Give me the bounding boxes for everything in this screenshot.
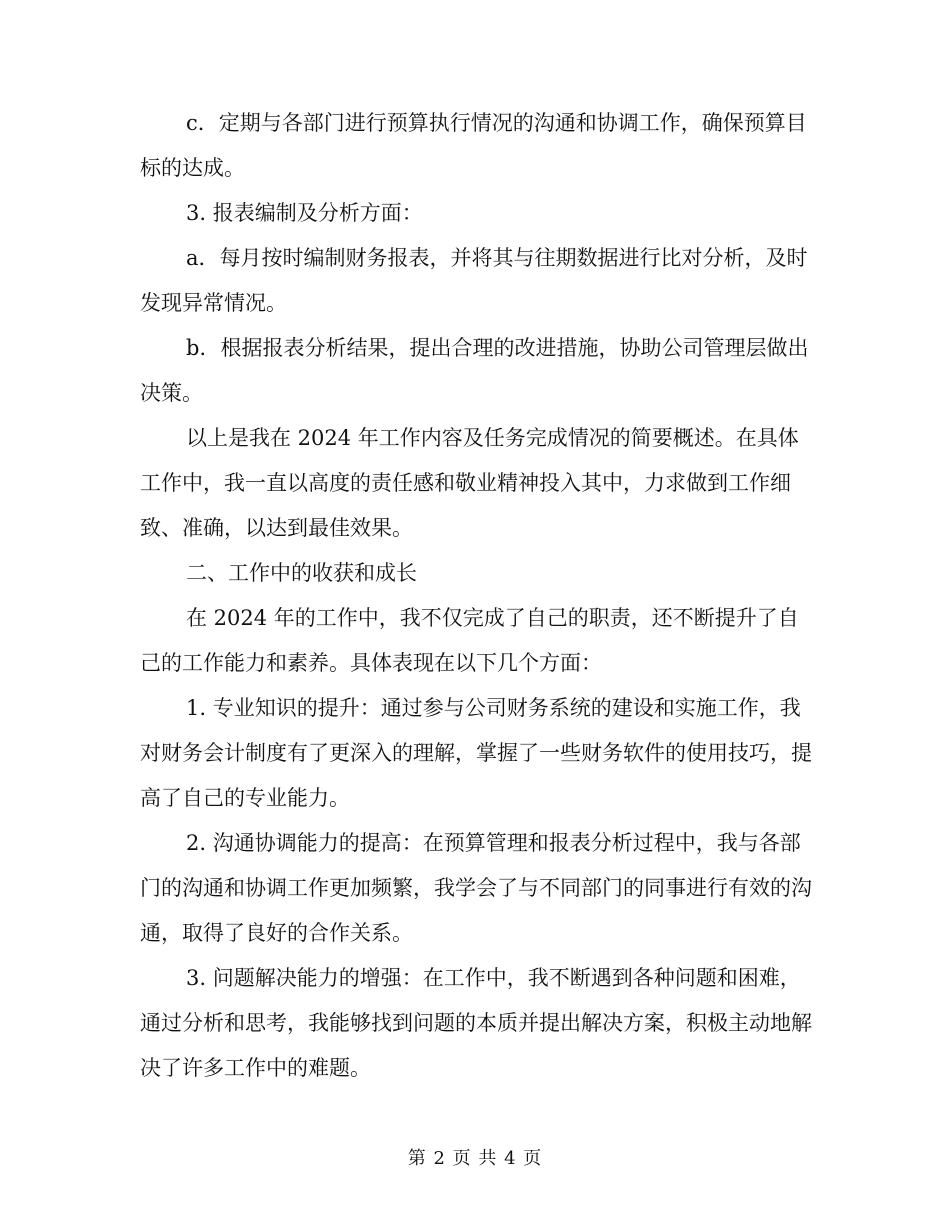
paragraph-problem-solving: 3. 问题解决能力的增强：在工作中，我不断遇到各种问题和困难，通过分析和思考，我能够找到问题的本质并提出解决方案，积极主动地解决了许多工作中的难题。 xyxy=(140,966,812,1080)
paragraph-summary: 以上是我在 2024 年工作内容及任务完成情况的简要概述。在具体工作中，我一直以高度的责任感和敬业精神投入其中，力求做到工作细致、准确，以达到最佳效果。 xyxy=(140,426,799,540)
page-footer: 第 2 页 共 4 页 xyxy=(407,1148,543,1169)
paragraph-monthly-reports: a．每月按时编制财务报表，并将其与往期数据进行比对分析，及时发现异常情况。 xyxy=(140,246,808,315)
paragraph-improvement-measures: b．根据报表分析结果，提出合理的改进措施，协助公司管理层做出决策。 xyxy=(140,336,809,405)
document-body xyxy=(140,101,812,1091)
section-heading-gains: 二、工作中的收获和成长 xyxy=(186,561,417,585)
heading-report-analysis: 3. 报表编制及分析方面： xyxy=(186,201,423,225)
paragraph-communication-skills: 2. 沟通协调能力的提高：在预算管理和报表分析过程中，我与各部门的沟通和协调工作更加频繁，我学会了与不同部门的同事进行有效的沟通，取得了良好的合作关系。 xyxy=(140,831,812,945)
paragraph-professional-knowledge: 1. 专业知识的提升：通过参与公司财务系统的建设和实施工作，我对财务会计制度有了更深入的理解，掌握了一些财务软件的使用技巧，提高了自己的专业能力。 xyxy=(140,696,812,810)
paragraph-budget-communication: c．定期与各部门进行预算执行情况的沟通和协调工作，确保预算目标的达成。 xyxy=(140,111,807,180)
paragraph-gains-intro: 在 2024 年的工作中，我不仅完成了自己的职责，还不断提升了自己的工作能力和素养。具体表现在以下几个方面： xyxy=(140,606,799,675)
